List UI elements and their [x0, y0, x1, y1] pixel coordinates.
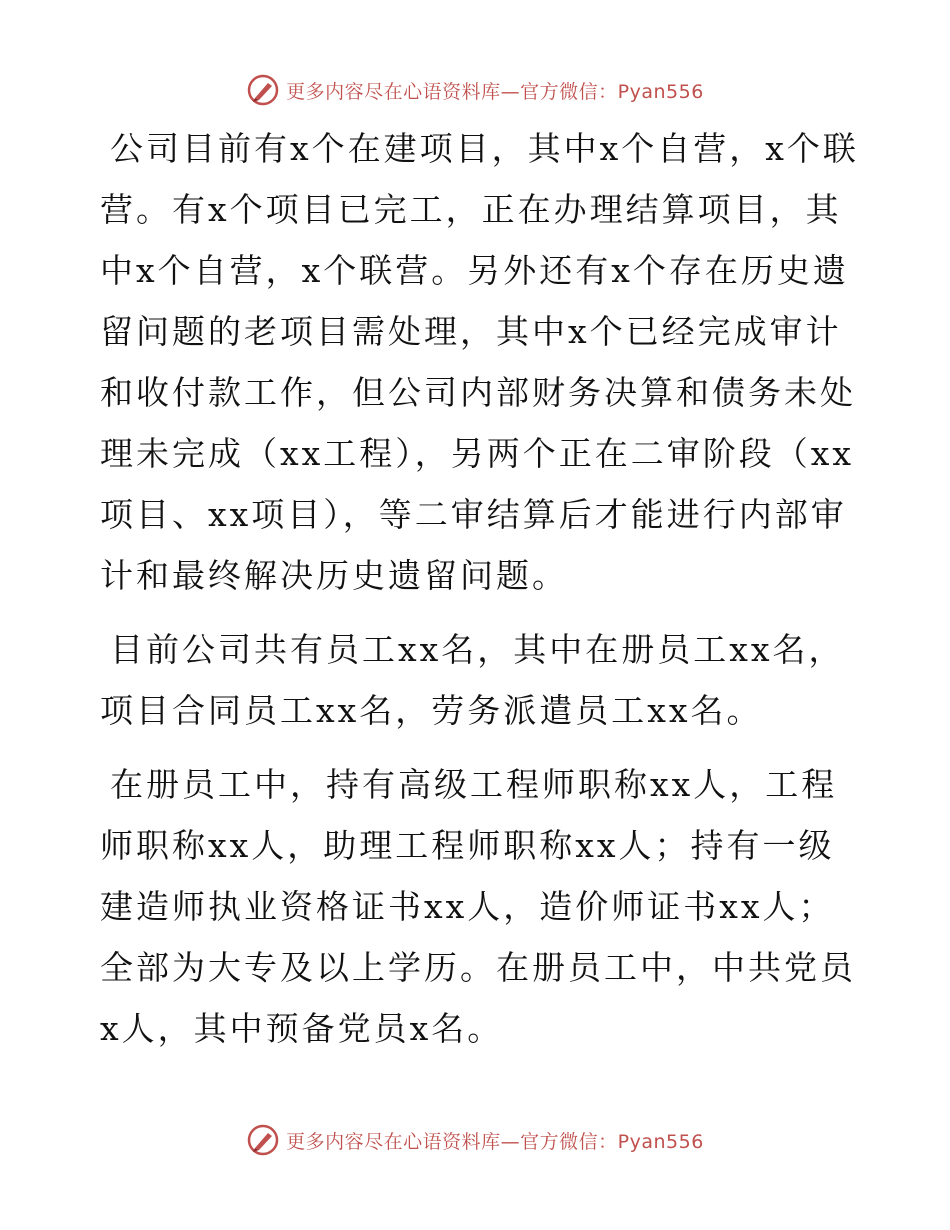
paragraph-staff: 目前公司共有员工xx名，其中在册员工xx名，项目合同员工xx名，劳务派遣员工xx名。	[100, 630, 845, 730]
footer-watermark	[0, 1120, 950, 1160]
paragraph-qualifications: 在册员工中，持有高级工程师职称xx人，工程师职称xx人，助理工程师职称xx人；持有一级建造师执业资格证书xx人，造价师证书xx人；全部为大专及以上学历。在册员工中，中共党员x人，其中预备党员x名。	[100, 765, 856, 1048]
document-body	[100, 118, 860, 1059]
pen-logo-icon	[246, 1123, 280, 1157]
watermark-text: 更多内容尽在心语资料库—官方微信：Pyan556	[286, 1130, 704, 1153]
header-watermark	[0, 70, 950, 110]
watermark-text: 更多内容尽在心语资料库—官方微信：Pyan556	[286, 80, 704, 103]
pen-logo-icon	[246, 73, 280, 107]
paragraph-projects: 公司目前有x个在建项目，其中x个自营，x个联营。有x个项目已完工，正在办理结算项目，其中x个自营，x个联营。另外还有x个存在历史遗留问题的老项目需处理，其中x个已经完成审计和收付款工作，但公司内部财务决算和债务未处理未完成（xx工程），另两个正在二审阶段（xx项目、xx项目），等二审结算后才能进行内部审计和最终解决历史遗留问题。	[100, 129, 859, 595]
